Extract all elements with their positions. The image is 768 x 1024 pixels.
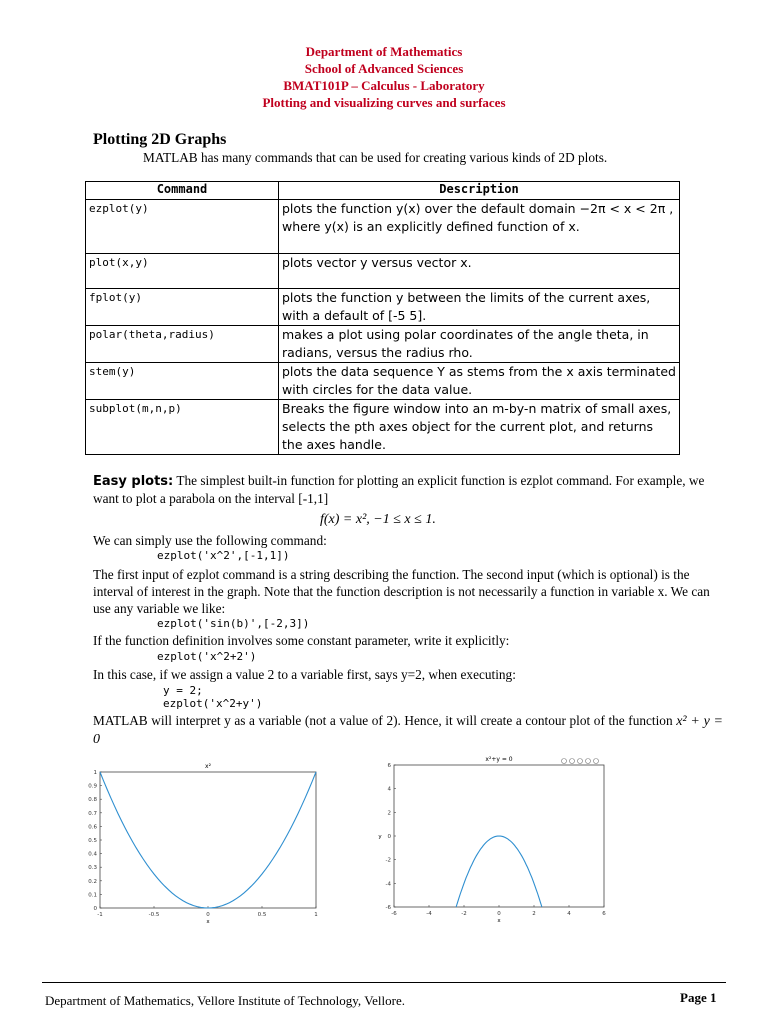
y-tick-label: 0.6 (88, 824, 97, 831)
table-row (86, 254, 680, 289)
table-cell-description: plots the data sequence Y as stems from the x axis terminated with circles for the data value. (279, 363, 680, 400)
paragraph-contour (93, 712, 723, 748)
table-cell-command: plot(x,y) (86, 254, 279, 289)
y-tick-label: 0.8 (88, 797, 97, 804)
x-axis-label: x (497, 918, 501, 924)
x-tick-label: -4 (426, 911, 432, 917)
save-icon (594, 759, 599, 764)
code-ezplot-sin: ezplot('sin(b)',[-2,3]) (157, 617, 310, 630)
home-icon (586, 759, 591, 764)
table-header-row (86, 182, 680, 200)
page-number: Page 1 (680, 990, 717, 1005)
y-tick-label: 0.2 (88, 878, 97, 885)
table-cell-description: plots the function y(x) over the default domain −2π < x < 2π , where y(x) is an explicitly defined function of x. (279, 200, 680, 254)
easy-plots-text: The simplest built-in function for plotting an explicit function is ezplot command. For example, we want to plot a parabola on the interval [-1,1] (93, 473, 705, 506)
command-table (85, 181, 680, 455)
table-row (86, 400, 680, 455)
zoom-out-icon (570, 759, 575, 764)
plot-toolbar (562, 759, 599, 764)
header-topic: Plotting and visualizing curves and surfaces (262, 95, 506, 110)
header-dept: Department of Mathematics (305, 44, 463, 59)
y-tick-label: 0.4 (88, 851, 97, 858)
x-tick-label: 0 (497, 911, 501, 917)
x-tick-label: 4 (567, 911, 571, 917)
y-tick-label: -6 (385, 905, 391, 911)
x-tick-label: -2 (461, 911, 467, 917)
y-tick-label: 6 (387, 763, 391, 769)
footer-rule (42, 982, 726, 983)
contour-text: MATLAB will interpret y as a variable (not a value of 2). Hence, it will create a contour plot of the function (93, 713, 673, 728)
table-header-command: Command (86, 182, 279, 200)
y-tick-label: -4 (385, 881, 391, 888)
chart-title: x² (205, 763, 211, 770)
table-cell-command: ezplot(y) (86, 200, 279, 254)
section-intro: MATLAB has many commands that can be used for creating various kinds of 2D plots. (143, 150, 608, 165)
table-header-description: Description (279, 182, 680, 200)
table-cell-description: Breaks the figure window into an m-by-n matrix of small axes, selects the pth axes object for the current plot, and returns the axes handle. (279, 400, 680, 455)
header-school: School of Advanced Sciences (304, 61, 464, 76)
paragraph-constant: If the function definition involves some constant parameter, write it explicitly: (93, 633, 510, 648)
x-tick-label: 2 (532, 911, 536, 917)
table-cell-command: fplot(y) (86, 289, 279, 326)
y-tick-label: 0.3 (88, 865, 97, 872)
easy-plots-paragraph (93, 472, 723, 507)
chart-parabola (88, 760, 328, 942)
y-tick-label: 0.5 (88, 838, 97, 844)
y-tick-label: 2 (387, 810, 391, 817)
zoom-in-icon (562, 759, 567, 764)
x-tick-label: -1 (97, 912, 103, 918)
code-ezplot-y: ezplot('x^2+y') (163, 697, 263, 710)
table-row (86, 326, 680, 363)
code-ezplot-constant: ezplot('x^2+2') (157, 650, 257, 663)
x-tick-label: 0.5 (257, 912, 267, 918)
code-ezplot-parabola: ezplot('x^2',[-1,1]) (157, 549, 290, 562)
y-tick-label: 1 (93, 770, 97, 776)
y-tick-label: 0.9 (88, 783, 97, 790)
section-title: Plotting 2D Graphs (93, 131, 227, 148)
paragraph-assign: In this case, if we assign a value 2 to a variable first, says y=2, when executing: (93, 667, 516, 682)
table-cell-description: makes a plot using polar coordinates of the angle theta, in radians, versus the radius rho. (279, 326, 680, 363)
table-cell-command: subplot(m,n,p) (86, 400, 279, 455)
y-tick-label: 0 (93, 906, 97, 912)
y-tick-label: 0.7 (88, 810, 97, 817)
table-cell-command: stem(y) (86, 363, 279, 400)
x-tick-label: 6 (602, 911, 606, 917)
pan-icon (578, 759, 583, 764)
y-tick-label: 4 (387, 786, 391, 793)
y-axis-label: y (378, 834, 382, 840)
table-row (86, 289, 680, 326)
header-course: BMAT101P – Calculus - Laboratory (283, 78, 485, 93)
table-cell-description: plots vector y versus vector x. (279, 254, 680, 289)
chart-contour (378, 752, 614, 932)
easy-plots-label: Easy plots: (93, 474, 174, 489)
x-tick-label: 0 (206, 912, 210, 918)
x-axis-label: x (206, 919, 210, 925)
paragraph-command: We can simply use the following command: (93, 533, 327, 548)
equation-parabola: f(x) = x², −1 ≤ x ≤ 1. (320, 512, 436, 527)
y-tick-label: 0.1 (88, 892, 97, 899)
x-tick-label: -6 (391, 911, 397, 917)
table-cell-command: polar(theta,radius) (86, 326, 279, 363)
x-tick-label: 1 (314, 912, 318, 918)
table-cell-description: plots the function y between the limits of the current axes, with a default of [-5 5]. (279, 289, 680, 326)
footer-text: Department of Mathematics, Vellore Institute of Technology, Vellore. (45, 993, 405, 1008)
table-row (86, 363, 680, 400)
equation-contour: x² + y = 0 (93, 714, 723, 747)
paragraph-ezplot-explain: The first input of ezplot command is a string describing the function. The second input (which is optional) is the interval of interest in the graph. Note that the function description is not necessarily a function in variable x. We can use any variable we like: (93, 567, 710, 616)
x-tick-label: -0.5 (148, 912, 160, 918)
code-assign-y: y = 2; (163, 684, 203, 697)
y-tick-label: -2 (385, 857, 391, 864)
plot-frame (100, 772, 316, 908)
table-row (86, 200, 680, 254)
y-tick-label: 0 (387, 834, 391, 840)
chart-title: x²+y = 0 (485, 756, 513, 763)
